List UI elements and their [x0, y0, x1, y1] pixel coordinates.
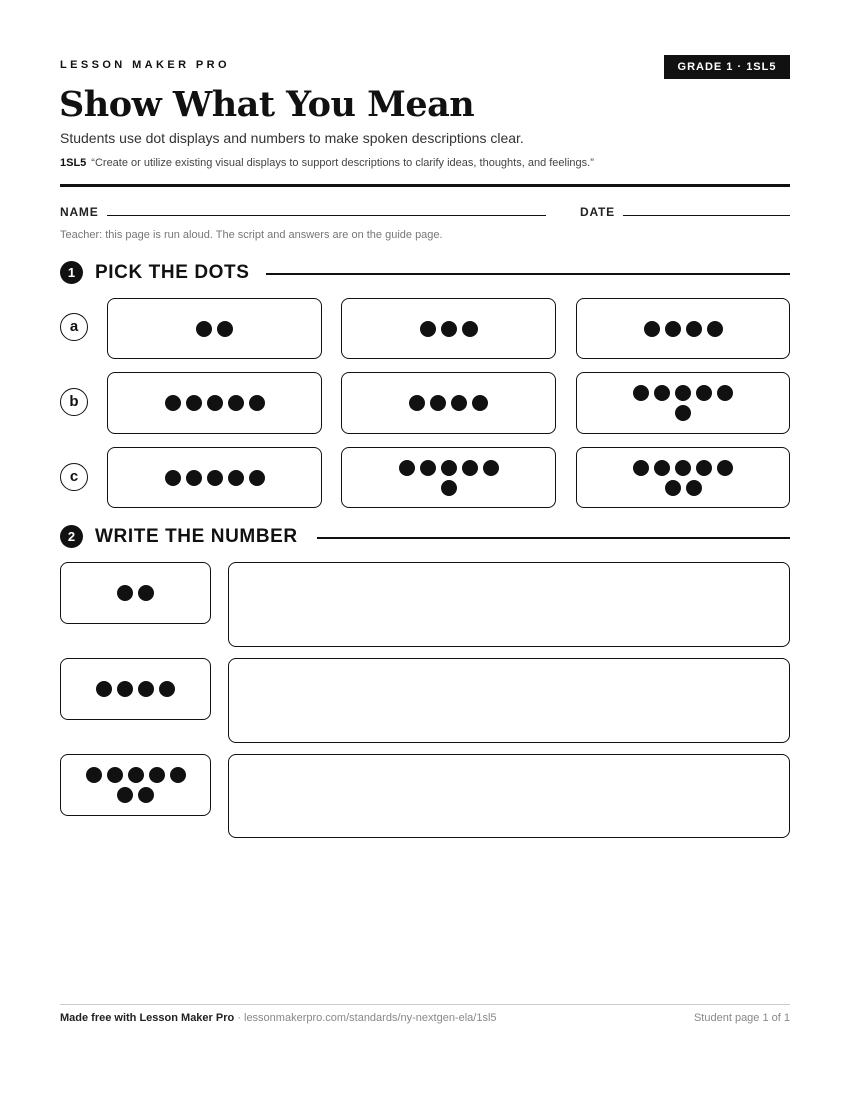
header-divider — [60, 184, 790, 187]
section-rule — [317, 537, 790, 539]
dot — [654, 460, 670, 476]
dot — [441, 480, 457, 496]
dot-card — [60, 754, 211, 816]
answer-box[interactable] — [228, 562, 790, 647]
dot — [399, 460, 415, 476]
dot-row — [675, 405, 691, 421]
section-rule — [266, 273, 790, 275]
dot — [159, 681, 175, 697]
dot-row — [399, 460, 499, 476]
dot — [228, 395, 244, 411]
dot-row — [165, 470, 265, 486]
dot-display — [86, 767, 186, 803]
dot-display — [96, 681, 175, 697]
dot — [675, 385, 691, 401]
dot — [633, 460, 649, 476]
dot — [686, 321, 702, 337]
dot — [207, 395, 223, 411]
grade-badge: GRADE 1 · 1SL5 — [664, 55, 790, 79]
section-title: PICK THE DOTS — [95, 262, 250, 283]
dot — [107, 767, 123, 783]
dot-row — [96, 681, 175, 697]
dot-card[interactable] — [341, 447, 556, 508]
dot — [696, 460, 712, 476]
dot-card[interactable] — [576, 372, 790, 434]
dot-row — [633, 460, 733, 476]
dot — [462, 321, 478, 337]
dot — [420, 321, 436, 337]
dot — [117, 681, 133, 697]
dot — [128, 767, 144, 783]
dot — [86, 767, 102, 783]
dot-row — [409, 395, 488, 411]
dot — [665, 321, 681, 337]
dot-card — [60, 658, 211, 720]
date-field[interactable] — [623, 215, 790, 216]
dot — [441, 321, 457, 337]
dot — [654, 385, 670, 401]
section-pick-the-dots-header — [60, 260, 790, 286]
dot — [117, 585, 133, 601]
dot-card[interactable] — [341, 298, 556, 359]
dot — [675, 405, 691, 421]
date-label: DATE — [580, 205, 615, 219]
dot — [717, 385, 733, 401]
dot — [249, 395, 265, 411]
dot — [138, 681, 154, 697]
dot — [207, 470, 223, 486]
dot — [717, 460, 733, 476]
dot-row — [117, 787, 154, 803]
answer-box[interactable] — [228, 658, 790, 743]
page-subtitle: Students use dot displays and numbers to make spoken descriptions clear. — [60, 130, 524, 146]
dot — [420, 460, 436, 476]
dot-row — [420, 321, 478, 337]
dot-row — [196, 321, 233, 337]
dot-row — [86, 767, 186, 783]
dot — [196, 321, 212, 337]
dot-display — [420, 321, 478, 337]
section-title: WRITE THE NUMBER — [95, 526, 298, 547]
dot — [696, 385, 712, 401]
dot — [165, 470, 181, 486]
dot — [451, 395, 467, 411]
dot-card[interactable] — [107, 372, 322, 434]
dot-row — [633, 385, 733, 401]
answer-box[interactable] — [228, 754, 790, 838]
dot — [430, 395, 446, 411]
footer-url[interactable]: · lessonmakerpro.com/standards/ny-nextgen-ela/1sl5 — [234, 1012, 497, 1024]
dot — [165, 395, 181, 411]
section-number-badge: 2 — [60, 525, 83, 548]
dot-display — [633, 385, 733, 421]
standard-line — [60, 157, 594, 169]
dot — [483, 460, 499, 476]
name-label: NAME — [60, 205, 99, 219]
dot-row — [644, 321, 723, 337]
dot — [186, 395, 202, 411]
dot — [707, 321, 723, 337]
page-title: Show What You Mean — [59, 84, 475, 125]
dot-display — [117, 585, 154, 601]
standard-text: “Create or utilize existing visual displays to support descriptions to clarify ideas, thoughts, and feelings.” — [91, 157, 594, 169]
dot — [138, 585, 154, 601]
dot-card[interactable] — [341, 372, 556, 434]
dot — [96, 681, 112, 697]
dot — [117, 787, 133, 803]
dot-row — [117, 585, 154, 601]
dot-display — [165, 395, 265, 411]
dot — [633, 385, 649, 401]
row-letter-b: b — [60, 388, 88, 416]
footer-made-with: Made free with Lesson Maker Pro — [60, 1012, 235, 1024]
dot — [138, 787, 154, 803]
name-field[interactable] — [107, 215, 546, 216]
dot-card — [60, 562, 211, 624]
dot-display — [644, 321, 723, 337]
standard-code: 1SL5 — [60, 157, 87, 169]
dot-card[interactable] — [576, 447, 790, 508]
brand-name: LESSON MAKER PRO — [60, 59, 230, 71]
footer-page-number: Student page 1 of 1 — [693, 1012, 790, 1024]
dot — [665, 480, 681, 496]
dot-row — [441, 480, 457, 496]
dot — [644, 321, 660, 337]
footer-credit — [60, 1012, 497, 1024]
row-letter-a: a — [60, 313, 88, 341]
dot — [249, 470, 265, 486]
dot-row — [665, 480, 702, 496]
dot — [686, 480, 702, 496]
dot — [217, 321, 233, 337]
dot — [675, 460, 691, 476]
dot-display — [633, 460, 733, 496]
dot-card[interactable] — [107, 298, 322, 359]
dot-display — [196, 321, 233, 337]
dot-display — [399, 460, 499, 496]
dot-card[interactable] — [576, 298, 790, 359]
dot-row — [165, 395, 265, 411]
dot-card[interactable] — [107, 447, 322, 508]
dot — [472, 395, 488, 411]
teacher-note: Teacher: this page is run aloud. The script and answers are on the guide page. — [60, 229, 443, 241]
row-letter-c: c — [60, 463, 88, 491]
dot-display — [165, 470, 265, 486]
dot-display — [409, 395, 488, 411]
dot — [462, 460, 478, 476]
section-write-the-number-header — [60, 524, 790, 550]
dot — [228, 470, 244, 486]
dot — [170, 767, 186, 783]
dot — [409, 395, 425, 411]
dot — [441, 460, 457, 476]
section-number-badge: 1 — [60, 261, 83, 284]
dot — [186, 470, 202, 486]
footer-divider — [60, 1004, 790, 1005]
dot — [149, 767, 165, 783]
